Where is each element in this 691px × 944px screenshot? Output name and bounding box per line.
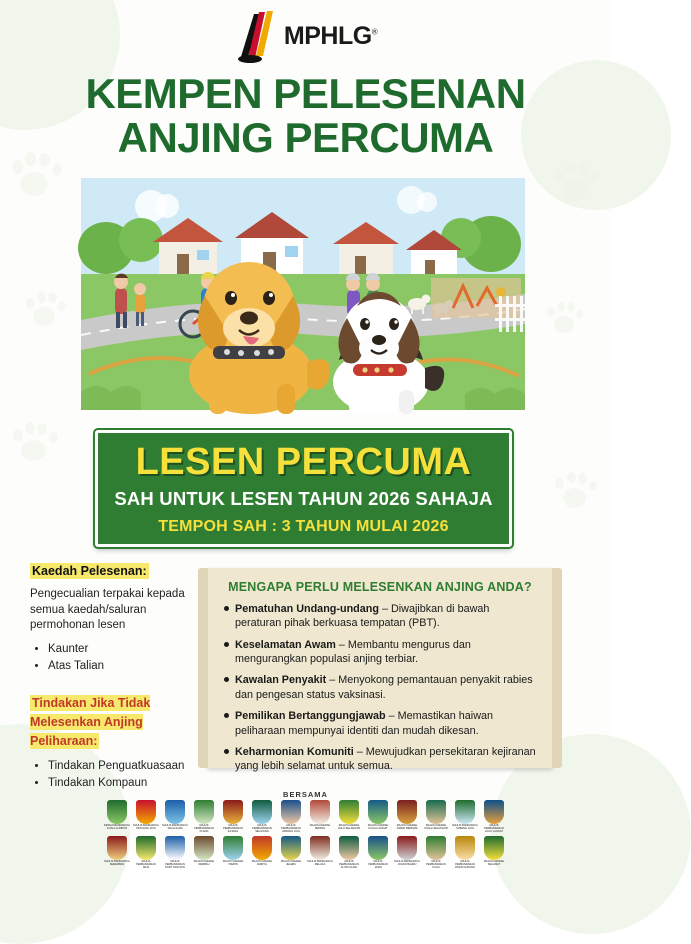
paw-print-icon [553, 470, 599, 516]
crest-caption: MAJLIS PERBANDARAN KAJANG [223, 824, 243, 833]
crest-caption: MAJLIS PERBANDARAN KULAI [426, 859, 446, 869]
paw-print-icon [24, 290, 68, 334]
crest-caption: MAJLIS BANDARAYA MELAKA [307, 859, 333, 866]
council-crest [220, 800, 246, 834]
licensing-methods-paragraph: Pengecualian terpakai kepada semua kaedah/saluran permohonan lesen [30, 588, 185, 632]
council-crest [394, 836, 420, 870]
crest-icon [426, 800, 446, 824]
crest-icon [426, 836, 446, 860]
crest-icon [165, 836, 185, 860]
crest-icon [281, 800, 301, 824]
crest-icon [339, 800, 359, 824]
licensing-methods-heading: Kaedah Pelesenan: [32, 564, 147, 578]
crest-icon [281, 836, 301, 860]
list-item-lead: Pemilikan Bertanggungjawab [235, 710, 386, 723]
page-title-line1: KEMPEN PELESENAN [85, 70, 526, 117]
crest-row-1 [0, 800, 611, 834]
enforcement-heading-wrap [30, 694, 202, 750]
crest-caption: MAJLIS PERBANDARAN JASIN [368, 859, 388, 869]
crest-icon [368, 800, 388, 824]
logo-registered-mark: ® [371, 27, 378, 37]
crest-icon [484, 836, 504, 860]
crest-icon [165, 800, 185, 824]
crest-caption: MAJLIS PERBANDARAN PORT DICKSON [165, 859, 185, 869]
council-crest [249, 800, 275, 834]
crest-icon [252, 800, 272, 824]
council-crest [162, 800, 188, 834]
page-title [0, 72, 611, 160]
list-item: • Tindakan Kompaun [48, 775, 202, 793]
crest-icon [107, 800, 127, 824]
crest-icon [455, 836, 475, 860]
crest-icon [136, 836, 156, 860]
council-crest [481, 800, 507, 834]
crest-caption: MAJLIS DAERAH KUALA LANGAT [367, 824, 389, 830]
crest-caption: MAJLIS DAERAH KUALA SELANGOR [424, 824, 448, 830]
council-crest [133, 836, 159, 870]
why-license-panel [207, 568, 553, 773]
council-crest [104, 836, 130, 870]
crest-icon [136, 800, 156, 824]
crest-caption: MAJLIS PERBANDARAN PASIR GUDANG [455, 859, 475, 869]
licensing-channel-list [30, 641, 202, 677]
council-crest [452, 836, 478, 870]
crest-icon [455, 800, 475, 824]
crest-icon [397, 836, 417, 860]
council-crests [0, 800, 611, 872]
banner-headline: LESEN PERCUMA [135, 441, 472, 483]
council-crest [278, 800, 304, 834]
logo-wordmark [283, 21, 378, 50]
crest-caption: MAJLIS DAERAH SABAK BERNAM [396, 824, 418, 830]
list-item-text: – Mewujudkan persekitaran kejiranan yang lebih selamat untuk semua. [235, 745, 536, 773]
crest-caption: MAJLIS BANDARAYA SUBANG JAYA [452, 824, 478, 830]
list-item-lead: Kawalan Penyakit [235, 674, 327, 687]
crest-caption: MAJLIS DAERAH HULU SELANGOR [337, 824, 361, 830]
council-crest [336, 836, 362, 870]
list-item [235, 745, 537, 774]
council-crest [191, 836, 217, 870]
crest-icon [223, 800, 243, 824]
crest-caption: MAJLIS PERBANDARAN ALOR GAJAH [339, 859, 359, 869]
council-crest [104, 800, 130, 834]
crest-caption: MAJLIS DAERAH TAMPIN [222, 859, 244, 866]
paw-print-icon [10, 420, 60, 470]
crest-caption: MAJLIS BANDARAYA SEREMBAN [104, 859, 130, 866]
council-crest [423, 800, 449, 834]
crest-icon [310, 800, 330, 824]
crest-caption: MAJLIS BANDARAYA PETALING JAYA [133, 824, 159, 830]
enforcement-action-list [30, 758, 202, 794]
council-crest [191, 800, 217, 834]
crest-icon [310, 836, 330, 860]
why-license-heading: MENGAPA PERLU MELESENKAN ANJING ANDA? [228, 580, 532, 594]
list-item: • Kaunter [48, 641, 202, 659]
crest-caption: MAJLIS PERBANDARAN HULU LANGAT [484, 824, 504, 833]
crest-icon [397, 800, 417, 824]
council-crest [133, 800, 159, 834]
list-item: • Tindakan Penguatkuasaan [48, 758, 202, 776]
crest-caption: MAJLIS PERBANDARAN KLANG [194, 824, 214, 833]
crest-icon [368, 836, 388, 860]
banner-validity: TEMPOH SAH : 3 TAHUN MULAI 2026 [158, 518, 449, 535]
why-license-list [207, 602, 553, 774]
crest-caption: MAJLIS DAERAH REMBAU [193, 859, 215, 866]
mphlg-logo [234, 8, 377, 64]
council-crest [162, 836, 188, 870]
crest-caption: MAJLIS PERBANDARAN SELAYANG [252, 824, 272, 833]
hero-illustration [81, 178, 525, 410]
logo-mark-icon [234, 8, 280, 64]
crest-caption: MAJLIS DAERAH JEMPOL [251, 859, 273, 866]
crest-caption: MAJLIS PERBANDARAN AMPANG JAYA [281, 824, 301, 833]
crest-caption: MAJLIS PERBANDARAN NILAI [136, 859, 156, 869]
crest-icon [223, 836, 243, 860]
logo-header [0, 8, 611, 70]
list-item-lead: Keselamatan Awam [235, 638, 336, 651]
list-item [235, 709, 537, 738]
crest-icon [252, 836, 272, 860]
crest-row-2 [0, 836, 611, 870]
licensing-methods-section [30, 562, 202, 793]
list-item-text: – Memastikan haiwan peliharaan mempunyai identiti dan mudah dikesan. [235, 710, 494, 737]
council-crest [481, 836, 507, 870]
council-crest [365, 836, 391, 870]
crest-caption: DEWAN BANDARAYA KUALA LUMPUR [104, 824, 130, 830]
crest-icon [484, 800, 504, 824]
crest-caption: MAJLIS DAERAH SEPANG [309, 824, 331, 830]
list-item [235, 602, 537, 631]
council-crest [278, 836, 304, 870]
list-item [235, 638, 537, 667]
crest-icon [194, 800, 214, 824]
council-crest [394, 800, 420, 834]
banner-subline: SAH UNTUK LESEN TAHUN 2026 SAHAJA [114, 488, 493, 509]
list-item-text: – Diwajibkan di bawah peraturan pihak berkuasa tempatan (PBT). [235, 603, 490, 630]
crest-caption: MAJLIS DAERAH SEGAMAT [483, 859, 505, 866]
council-crest [307, 836, 333, 870]
council-crest [220, 836, 246, 870]
list-item-text: – Membantu mengurus dan mengurangkan populasi anjing terbiar. [235, 638, 471, 666]
crest-icon [107, 836, 127, 860]
enforcement-heading: Tindakan Jika Tidak Melesenkan Anjing Peliharaan: [30, 696, 151, 748]
council-crest [423, 836, 449, 870]
crest-icon [194, 836, 214, 860]
crest-caption: MAJLIS BANDARAYA JOHOR BAHRU [394, 859, 420, 866]
list-item-text: – Menyokong pemantauan penyakit rabies dan pengesan status vaksinasi. [235, 674, 533, 701]
crest-caption: MAJLIS DAERAH JELEBU [280, 859, 302, 866]
list-item: • Atas Talian [48, 658, 202, 676]
list-item [235, 673, 537, 702]
bersama-label: BERSAMA [283, 790, 328, 799]
council-crest [452, 800, 478, 834]
paw-print-icon [545, 300, 585, 340]
free-license-banner [95, 430, 512, 547]
crest-icon [339, 836, 359, 860]
list-item-lead: Pematuhan Undang-undang [235, 603, 379, 615]
logo-wordmark-text: MPHLG [283, 21, 372, 50]
council-crest [336, 800, 362, 834]
crest-caption: MAJLIS BANDARAYA SHAH ALAM [162, 824, 188, 830]
list-item-lead: Keharmonian Komuniti [235, 745, 354, 758]
page-title-line2: ANJING PERCUMA [117, 114, 494, 162]
council-crest [365, 800, 391, 834]
council-crest [249, 836, 275, 870]
council-crest [307, 800, 333, 834]
